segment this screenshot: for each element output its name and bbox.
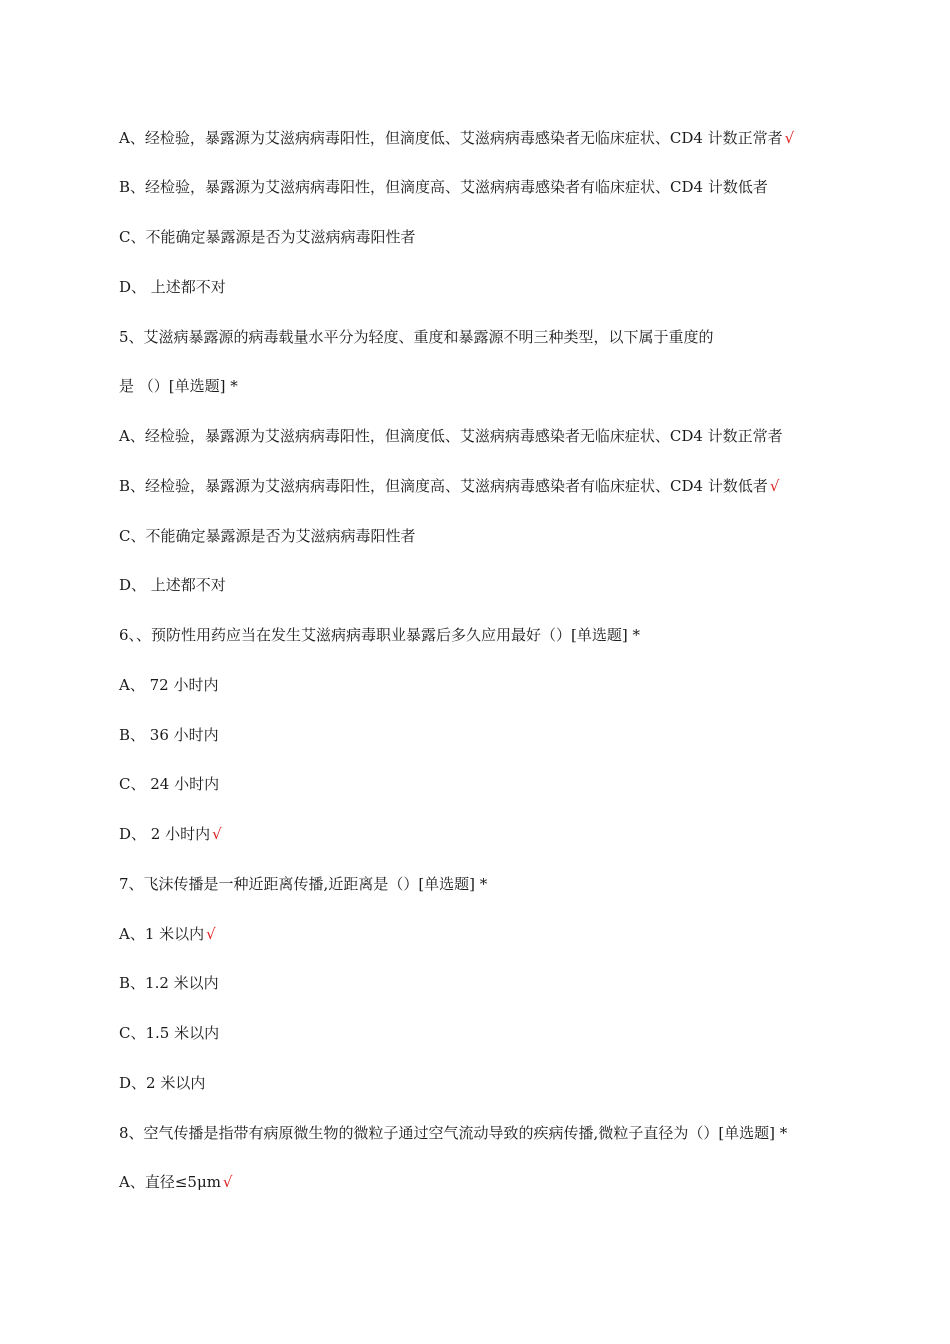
- option-text: C、1.5 米以内: [119, 1024, 220, 1042]
- question-text: 6、、预防性用药应当在发生艾滋病病毒职业暴露后多久应用最好（）[单选题] *: [119, 626, 641, 644]
- question-5-title-continued: [119, 376, 910, 396]
- option-b-q6: [119, 725, 910, 745]
- option-text: D、 上述都不对: [119, 278, 226, 296]
- option-c-q7: [119, 1023, 910, 1043]
- option-a-q4: [119, 128, 910, 148]
- question-7-title: [119, 874, 910, 894]
- option-text: B、经检验，暴露源为艾滋病病毒阳性，但滴度高、艾滋病病毒感染者有临床症状、CD4 计数低者: [119, 477, 768, 495]
- option-b-q7: [119, 973, 910, 993]
- option-a-q7: [119, 924, 910, 944]
- option-a-q8: [119, 1172, 910, 1192]
- check-mark-icon: √: [212, 825, 222, 843]
- question-6-title: [119, 625, 910, 645]
- question-text: 是 （）[单选题] *: [119, 377, 238, 395]
- option-text: B、 36 小时内: [119, 726, 219, 744]
- option-d-q4: [119, 277, 910, 297]
- option-b-q5: [119, 476, 910, 496]
- option-text: B、经检验，暴露源为艾滋病病毒阳性，但滴度高、艾滋病病毒感染者有临床症状、CD4 计数低者: [119, 178, 768, 196]
- option-c-q5: [119, 526, 910, 546]
- option-text: A、经检验，暴露源为艾滋病病毒阳性，但滴度低、艾滋病病毒感染者无临床症状、CD4 计数正常者: [119, 129, 783, 147]
- option-d-q7: [119, 1073, 910, 1093]
- question-text: 8、空气传播是指带有病原微生物的微粒子通过空气流动导致的疾病传播,微粒子直径为（）[单选题] *: [119, 1124, 788, 1142]
- option-d-q5: [119, 575, 910, 595]
- option-text: D、 上述都不对: [119, 576, 226, 594]
- option-text: A、经检验，暴露源为艾滋病病毒阳性，但滴度低、艾滋病病毒感染者无临床症状、CD4 计数正常者: [119, 427, 783, 445]
- option-text: B、1.2 米以内: [119, 974, 219, 992]
- option-text: A、1 米以内: [119, 925, 205, 943]
- option-text: D、 2 小时内: [119, 825, 211, 843]
- option-d-q6: [119, 824, 910, 844]
- question-text: 5、艾滋病暴露源的病毒载量水平分为轻度、重度和暴露源不明三种类型，以下属于重度的: [119, 328, 714, 346]
- check-mark-icon: √: [769, 477, 780, 495]
- check-mark-icon: √: [206, 925, 216, 943]
- question-5-title: [119, 327, 910, 347]
- question-8-title: [119, 1123, 910, 1143]
- option-a-q5: [119, 426, 910, 446]
- question-text: 7、飞沫传播是一种近距离传播,近距离是（）[单选题] *: [119, 875, 488, 893]
- check-mark-icon: √: [784, 129, 795, 147]
- option-a-q6: [119, 675, 910, 695]
- option-c-q6: [119, 774, 910, 794]
- option-text: C、不能确定暴露源是否为艾滋病病毒阳性者: [119, 228, 416, 246]
- option-text: D、2 米以内: [119, 1074, 206, 1092]
- option-c-q4: [119, 227, 910, 247]
- option-text: C、不能确定暴露源是否为艾滋病病毒阳性者: [119, 527, 416, 545]
- option-text: A、 72 小时内: [119, 676, 219, 694]
- option-text: A、直径≤5μm: [119, 1173, 221, 1191]
- check-mark-icon: √: [222, 1173, 233, 1191]
- option-text: C、 24 小时内: [119, 775, 220, 793]
- option-b-q4: [119, 177, 910, 197]
